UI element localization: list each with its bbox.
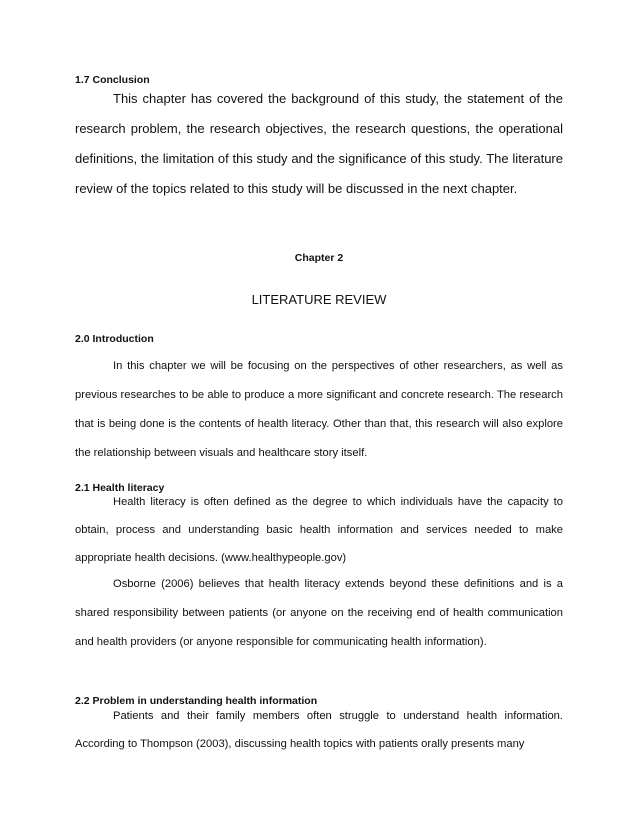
section-2-2-paragraph: Patients and their family members often struggle to understand health information. According to Thompson (2003), discussing health topics with patients orally presents many: [75, 710, 563, 750]
section-1-7-heading: 1.7 Conclusion: [75, 74, 150, 86]
section-2-0-paragraph: In this chapter we will be focusing on the perspectives of other researchers, as well as previous researches to be able to produce a more significant and concrete research. The research that is being done is the contents of health literacy. Other than that, this research will also explore the relationship between visuals and healthcare story itself.: [75, 360, 563, 459]
section-2-1-heading: 2.1 Health literacy: [75, 482, 165, 494]
section-2-2-heading: 2.2 Problem in understanding health information: [75, 695, 318, 707]
section-2-1-paragraph-1: Health literacy is often defined as the degree to which individuals have the capacity to obtain, process and understanding basic health information and services needed to make appropriate health decisions. (www.healthypeople.gov): [75, 496, 563, 564]
chapter-label: Chapter 2: [294, 252, 344, 264]
section-2-1-paragraph-2: Osborne (2006) believes that health literacy extends beyond these definitions and is a shared responsibility between patients (or anyone on the receiving end of health communication and health providers (or anyone responsible for communicating health information).: [75, 578, 563, 648]
section-2-0-heading: 2.0 Introduction: [75, 333, 154, 345]
chapter-title: LITERATURE REVIEW: [251, 292, 387, 307]
section-1-7-paragraph: This chapter has covered the background of this study, the statement of the research problem, the research objectives, the research questions, the operational definitions, the limitation of this study and the significance of this study. The literature review of the topics related to this study will be discussed in the next chapter.: [75, 91, 563, 196]
